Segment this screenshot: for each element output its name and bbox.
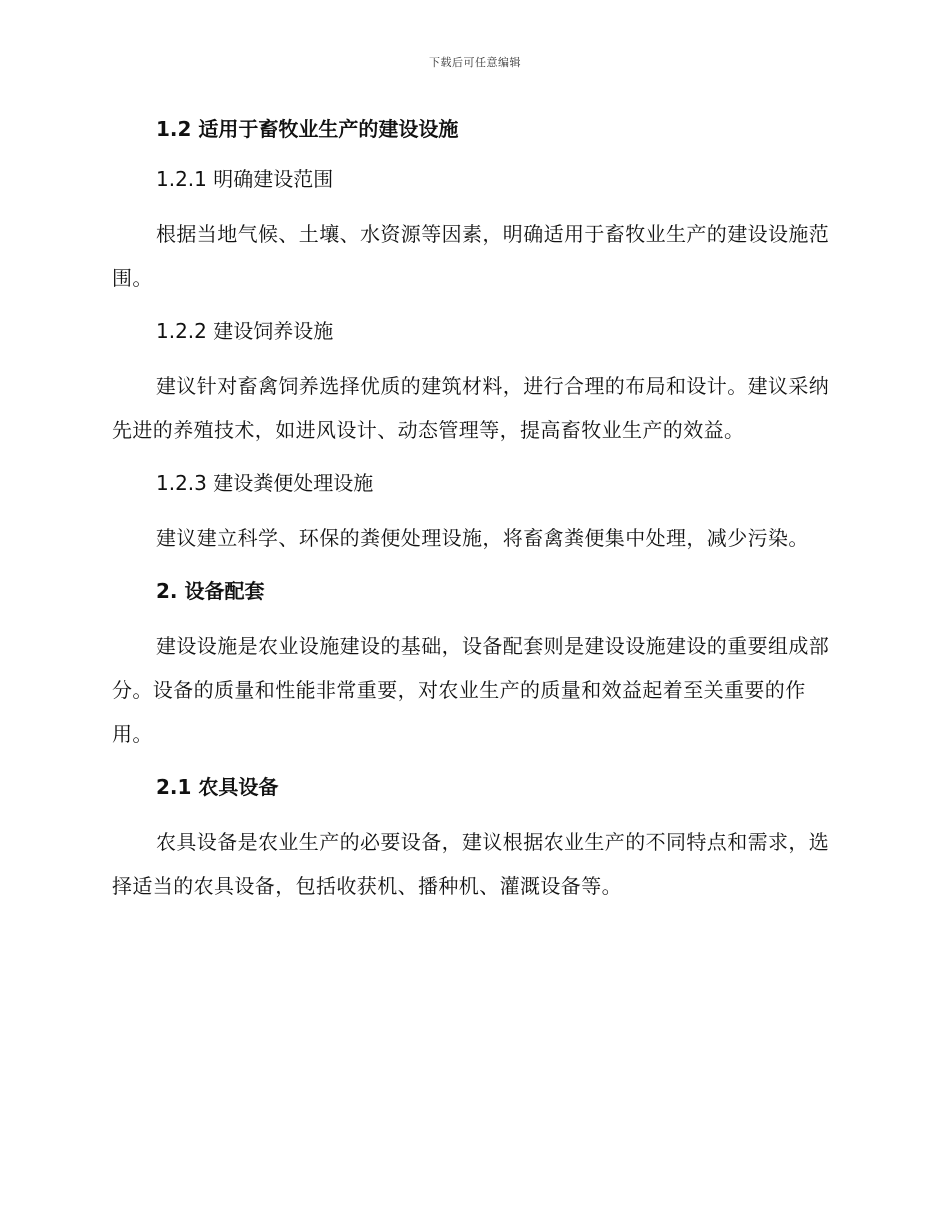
- paragraph-2: 建设设施是农业设施建设的基础，设备配套则是建设设施建设的重要组成部分。设备的质量和性能非常重要，对农业生产的质量和效益起着至关重要的作用。: [112, 634, 830, 746]
- heading-1-2-2: 1.2.2 建设饲养设施: [156, 319, 334, 343]
- paragraph-2-1: 农具设备是农业生产的必要设备，建议根据农业生产的不同特点和需求，选择适当的农具设备，包括收获机、播种机、灌溉设备等。: [112, 830, 830, 898]
- paragraph-1-2-1: 根据当地气候、土壤、水资源等因素，明确适用于畜牧业生产的建设设施范围。: [112, 222, 830, 290]
- paragraph-1-2-3: 建议建立科学、环保的粪便处理设施，将畜禽粪便集中处理，减少污染。: [156, 526, 809, 550]
- heading-1-2-1: 1.2.1 明确建设范围: [156, 167, 334, 191]
- document-body: [112, 112, 836, 908]
- paragraph-1-2-2: 建议针对畜禽饲养选择优质的建筑材料，进行合理的布局和设计。建议采纳先进的养殖技术，如进风设计、动态管理等，提高畜牧业生产的效益。: [112, 374, 830, 442]
- page-header: 下载后可任意编辑: [429, 56, 521, 69]
- heading-1-2: 1.2 适用于畜牧业生产的建设设施: [156, 117, 459, 141]
- heading-2-1: 2.1 农具设备: [156, 775, 279, 799]
- heading-1-2-3: 1.2.3 建设粪便处理设施: [156, 471, 374, 495]
- heading-2: 2. 设备配套: [156, 579, 265, 603]
